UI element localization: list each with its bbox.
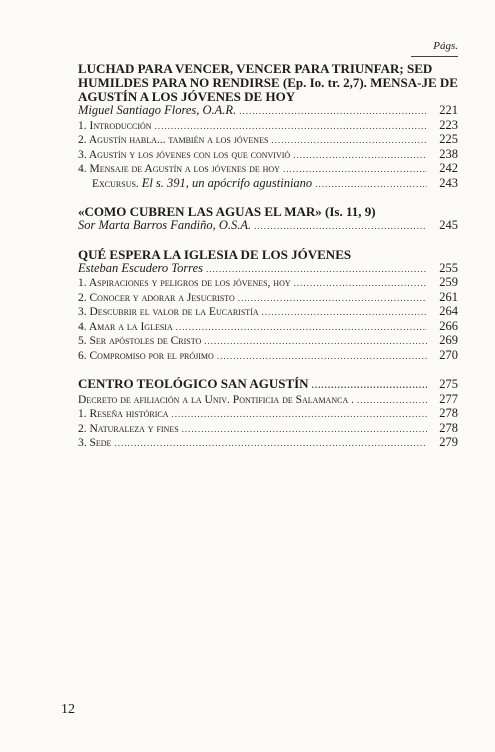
entry-label: Esteban Escudero Torres <box>78 260 203 275</box>
toc-entry-author <box>78 262 458 277</box>
entry-label: 6. Compromiso por el prójimo <box>78 349 214 362</box>
dot-leader <box>271 134 427 148</box>
toc-entry <box>78 162 458 177</box>
entry-label: 2. Agustín habla... también a los jóvenes <box>78 134 269 146</box>
entry-page: 238 <box>439 146 458 161</box>
dot-leader <box>283 163 427 177</box>
entry-label: 3. Sede <box>78 437 112 449</box>
entry-page: 261 <box>439 289 458 304</box>
dot-leader <box>293 149 427 163</box>
dot-leader <box>312 379 427 393</box>
section-title-row <box>78 377 458 393</box>
entry-page: 221 <box>439 103 458 117</box>
entry-page: 242 <box>439 161 458 175</box>
dot-leader <box>217 350 427 364</box>
entry-label: 2. Naturaleza y fines <box>78 422 179 435</box>
toc-entry-author <box>78 104 458 119</box>
entry-page: 275 <box>439 377 458 391</box>
excursus-title: El s. 391, un apócrifo agustiniano <box>141 175 313 190</box>
toc-section-2 <box>78 205 458 234</box>
dot-leader <box>176 321 427 335</box>
entry-page: 259 <box>439 275 458 289</box>
entry-label: 4. Amar a la Iglesia <box>78 320 173 333</box>
entry-label: 3. Descubrir el valor de la Eucaristía <box>78 306 259 318</box>
toc-entry <box>78 305 458 320</box>
section-title <box>78 205 458 219</box>
entry-page: 266 <box>439 318 458 333</box>
entry-label: 3. Agustín y los jóvenes con los que convivió <box>78 148 291 161</box>
entry-page: 278 <box>439 406 458 420</box>
dot-leader <box>172 408 428 422</box>
entry-label <box>92 177 312 192</box>
toc-entry-author <box>78 219 458 234</box>
dot-leader <box>206 263 427 277</box>
entry-page: 264 <box>439 304 458 318</box>
entry-label: 1. Introducción <box>78 119 152 132</box>
entry-label: Miguel Santiago Flores, O.A.R. <box>78 103 237 117</box>
entry-page: 278 <box>439 420 458 435</box>
toc-entry <box>78 320 458 335</box>
entry-page: 223 <box>439 117 458 132</box>
entry-page: 277 <box>439 391 458 406</box>
entry-label: 1. Reseña histórica <box>78 408 169 420</box>
toc-entry <box>78 119 458 134</box>
pages-column-header: Págs. <box>411 40 458 57</box>
dot-leader <box>238 292 427 306</box>
entry-page: 225 <box>439 132 458 146</box>
entry-label: 2. Conocer y adorar a Jesucristo <box>78 291 235 304</box>
toc-entry <box>78 276 458 291</box>
entry-label: Sor Marta Barros Fandiño, O.S.A. <box>78 218 252 232</box>
toc-entry <box>78 436 458 451</box>
toc-entry <box>78 393 458 408</box>
entry-page: 269 <box>439 333 458 347</box>
toc-entry <box>78 349 458 364</box>
dot-leader <box>357 394 427 408</box>
section-title <box>78 248 458 262</box>
section-title <box>78 62 458 104</box>
toc-entry <box>78 148 458 163</box>
dot-leader <box>155 120 427 134</box>
dot-leader <box>182 423 427 437</box>
section-title-text: QUÉ ESPERA LA IGLESIA DE LOS JÓVENES <box>78 246 352 262</box>
dot-leader <box>294 277 427 291</box>
page-number: 12 <box>61 702 75 717</box>
entry-label: 4. Mensaje de Agustín a los jóvenes de hoy <box>78 163 280 175</box>
toc-section-1 <box>78 62 458 191</box>
toc-section-4 <box>78 377 458 451</box>
entry-page: 245 <box>439 218 458 232</box>
toc-entry-excursus <box>78 177 458 192</box>
entry-label: 5. Ser apóstoles de Cristo <box>78 335 202 347</box>
entry-label: 1. Aspiraciones y peligros de los jóvenes, hoy <box>78 277 291 289</box>
toc-entry <box>78 291 458 306</box>
dot-leader <box>114 437 427 451</box>
table-of-contents <box>78 62 458 465</box>
toc-entry <box>78 422 458 437</box>
section-title-text: LUCHAD PARA VENCER, VENCER PARA TRIUNFAR; SED HUMILDES PARA NO RENDIRSE (Ep. Io. tr. 2,7). MENSA-JE DE AGUSTÍN A LOS JÓVENES DE HOY <box>78 61 458 104</box>
dot-leader <box>239 105 427 119</box>
section-title-text: CENTRO TEOLÓGICO SAN AGUSTÍN <box>78 376 309 391</box>
entry-page: 255 <box>439 260 458 275</box>
entry-page: 279 <box>439 435 458 449</box>
dot-leader <box>204 335 427 349</box>
entry-label: Decreto de afiliación a la Univ. Pontificia de Salamanca . <box>78 393 354 406</box>
toc-section-3 <box>78 248 458 364</box>
dot-leader <box>254 220 427 234</box>
section-title-text: «COMO CUBREN LAS AGUAS EL MAR» (Is. 11, 9) <box>78 204 376 219</box>
entry-page: 270 <box>439 347 458 362</box>
toc-entry <box>78 334 458 349</box>
dot-leader <box>315 178 427 192</box>
entry-page: 243 <box>439 175 458 190</box>
dot-leader <box>262 306 427 320</box>
excursus-label: Excursus. <box>92 177 139 190</box>
toc-entry <box>78 407 458 422</box>
toc-entry <box>78 133 458 148</box>
